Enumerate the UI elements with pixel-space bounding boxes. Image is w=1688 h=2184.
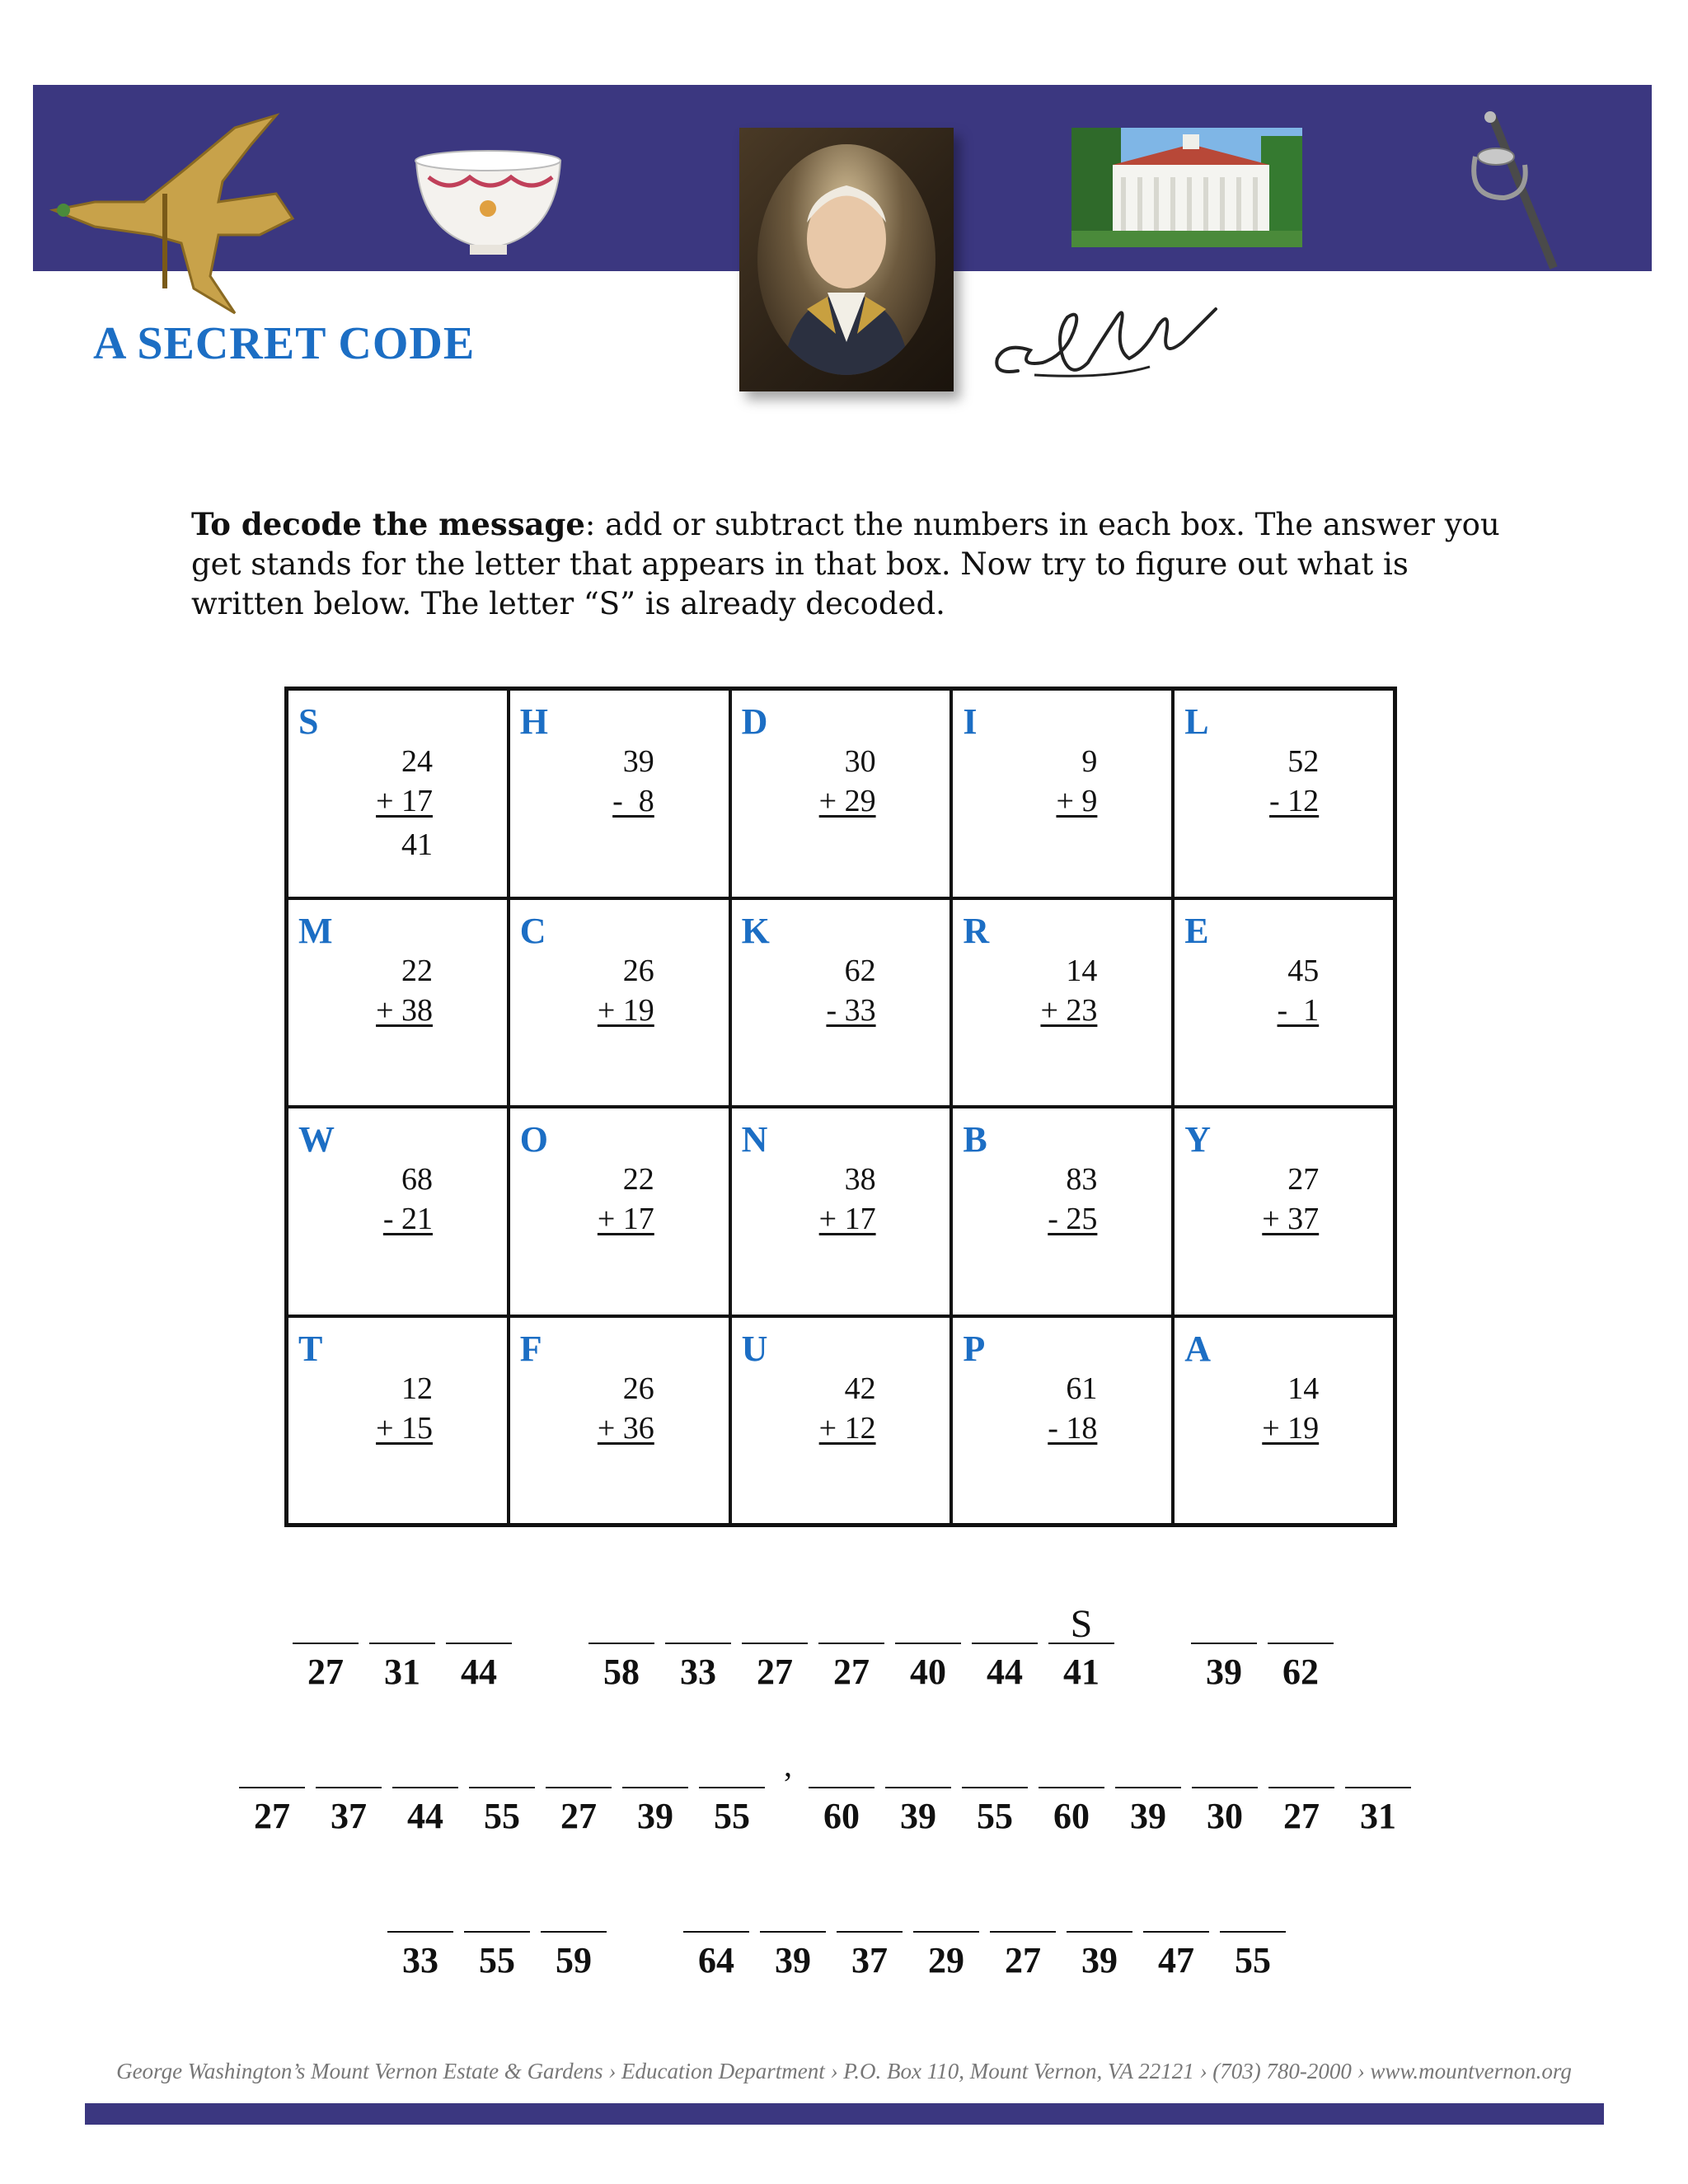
code-number: 39 — [1130, 1796, 1166, 1836]
answer-blank[interactable] — [1039, 1787, 1104, 1788]
code-number: 30 — [1207, 1796, 1243, 1836]
answer-slot[interactable] — [1039, 1739, 1104, 1846]
problem-bottom: + 23 — [1040, 992, 1098, 1028]
answer-slot[interactable] — [885, 1739, 951, 1846]
math-problem — [1253, 1160, 1319, 1239]
answer-slot[interactable] — [665, 1595, 731, 1702]
problem-top: 83 — [1066, 1162, 1098, 1197]
page-title: A SECRET CODE — [93, 318, 476, 369]
code-number: 60 — [1053, 1796, 1090, 1836]
code-box-a — [1173, 1316, 1395, 1526]
code-box-r — [951, 898, 1173, 1108]
code-box-n — [730, 1107, 952, 1316]
code-number: 31 — [384, 1652, 420, 1692]
code-number: 62 — [1282, 1652, 1319, 1692]
answer-slot[interactable] — [962, 1739, 1028, 1846]
code-letter: D — [741, 701, 768, 742]
puzzle-line-2 — [239, 1739, 1422, 1846]
answer-blank[interactable] — [446, 1643, 512, 1644]
footer-address: George Washington’s Mount Vernon Estate & Gardens › Education Department › P.O. Box 110, Mount Vernon, VA 22121 › (703) 780-2000 › www.mountvernon.org — [116, 2059, 1572, 2083]
answer-slot[interactable] — [546, 1739, 612, 1846]
code-grid — [284, 687, 1397, 1527]
problem-bottom: + 15 — [376, 1410, 433, 1446]
code-letter: F — [519, 1328, 542, 1369]
code-number: 37 — [851, 1940, 888, 1980]
math-problem — [588, 742, 654, 821]
problem-bottom: + 17 — [597, 1202, 654, 1236]
answer-slot[interactable] — [369, 1595, 435, 1702]
code-box-b — [951, 1107, 1173, 1316]
code-number: 40 — [910, 1652, 946, 1692]
problem-top: 62 — [844, 953, 876, 988]
code-number: 27 — [833, 1652, 870, 1692]
answer-slot[interactable] — [469, 1739, 535, 1846]
answer-blank[interactable] — [1345, 1787, 1411, 1788]
answer-slot[interactable] — [818, 1595, 884, 1702]
code-letter: B — [963, 1119, 987, 1160]
code-number: 55 — [1235, 1940, 1271, 1980]
answer-blank[interactable] — [665, 1643, 731, 1644]
sword-image — [1459, 107, 1574, 272]
code-number: 44 — [461, 1652, 497, 1692]
answer-slot[interactable] — [446, 1595, 512, 1702]
math-problem — [367, 1160, 433, 1239]
problem-bottom: + 19 — [597, 992, 654, 1028]
code-number: 27 — [560, 1796, 597, 1836]
answer-slot[interactable] — [972, 1595, 1038, 1702]
answer-blank[interactable] — [392, 1787, 458, 1788]
code-number: 58 — [603, 1652, 640, 1692]
math-problem — [1253, 1369, 1319, 1448]
code-number: 39 — [1081, 1940, 1118, 1980]
code-box-e — [1173, 898, 1395, 1108]
math-problem — [588, 1369, 654, 1448]
math-problem — [1031, 1369, 1097, 1448]
math-problem — [588, 1160, 654, 1239]
code-box-p — [951, 1316, 1173, 1526]
code-number: 27 — [1005, 1940, 1041, 1980]
gw-signature-image — [985, 293, 1220, 391]
code-number: 59 — [556, 1940, 592, 1980]
answer-blank[interactable] — [369, 1643, 435, 1644]
code-box-s — [287, 689, 509, 898]
porcelain-bowl-image — [412, 144, 565, 260]
problem-bottom: - 18 — [1048, 1410, 1098, 1446]
math-problem — [367, 1369, 433, 1448]
code-letter: Y — [1184, 1119, 1211, 1160]
answer-blank[interactable] — [464, 1931, 530, 1933]
answer-slot[interactable] — [541, 1883, 607, 1990]
code-letter: H — [519, 701, 549, 742]
answer-slot[interactable] — [809, 1739, 874, 1846]
instructions-bold: To decode the message — [191, 506, 585, 542]
answer-slot[interactable] — [895, 1595, 961, 1702]
code-number: 44 — [987, 1652, 1023, 1692]
answer-blank[interactable] — [239, 1787, 305, 1788]
problem-top: 68 — [401, 1162, 433, 1197]
answer-slot[interactable] — [990, 1883, 1056, 1990]
code-number: 55 — [977, 1796, 1013, 1836]
problem-bottom: + 19 — [1262, 1410, 1320, 1446]
problem-bottom: + 37 — [1262, 1202, 1320, 1236]
answer-blank[interactable] — [837, 1931, 903, 1933]
problem-bottom: - 21 — [382, 1202, 433, 1236]
code-number: 31 — [1360, 1796, 1396, 1836]
code-letter: L — [1184, 701, 1209, 742]
problem-bottom: + 17 — [818, 1202, 876, 1236]
answer-blank[interactable] — [962, 1787, 1028, 1788]
problem-top: 22 — [401, 953, 433, 988]
answer-slot[interactable] — [1143, 1883, 1209, 1990]
code-number: 64 — [698, 1940, 734, 1980]
math-problem — [367, 951, 433, 1030]
answer-blank[interactable] — [588, 1643, 654, 1644]
code-letter: R — [963, 910, 990, 951]
answer-slot[interactable] — [837, 1883, 903, 1990]
answer-blank[interactable] — [1268, 1643, 1334, 1644]
answer-slot[interactable] — [1191, 1595, 1257, 1702]
code-letter: I — [963, 701, 978, 742]
answer-blank[interactable] — [818, 1643, 884, 1644]
problem-top: 42 — [844, 1371, 876, 1406]
math-problem — [367, 742, 433, 821]
code-number: 33 — [402, 1940, 438, 1980]
problem-bottom: + 17 — [376, 784, 433, 818]
code-number: 39 — [900, 1796, 936, 1836]
code-box-l — [1173, 689, 1395, 898]
code-number: 44 — [407, 1796, 443, 1836]
mount-vernon-mansion-image — [1071, 128, 1302, 247]
problem-top: 52 — [1287, 744, 1320, 779]
code-box-h — [509, 689, 730, 898]
problem-top: 22 — [622, 1162, 654, 1197]
answer-slot[interactable] — [742, 1595, 808, 1702]
code-letter: K — [741, 910, 770, 951]
code-number: 27 — [307, 1652, 344, 1692]
math-problem — [1253, 951, 1319, 1030]
answer-slot[interactable] — [1345, 1739, 1411, 1846]
problem-top: 26 — [622, 953, 654, 988]
puzzle-line-1 — [293, 1595, 1344, 1702]
problem-bottom: + 29 — [818, 784, 876, 818]
answer-blank[interactable] — [1115, 1787, 1181, 1788]
code-number: 55 — [479, 1940, 515, 1980]
code-box-d — [730, 689, 952, 898]
problem-top: 38 — [844, 1162, 876, 1197]
instructions-rest: : add or subtract the numbers in each box. The answer you get stands for the letter that appears in that box. Now try to figure out what is written below. The letter “S” is already decoded. — [191, 507, 1500, 621]
answer-slot[interactable] — [239, 1739, 305, 1846]
answer-slot[interactable] — [760, 1883, 826, 1990]
code-number: 39 — [637, 1796, 673, 1836]
code-box-i — [951, 689, 1173, 898]
code-number: 55 — [484, 1796, 520, 1836]
answer-blank[interactable] — [469, 1787, 535, 1788]
math-problem — [1031, 1160, 1097, 1239]
code-number: 27 — [254, 1796, 290, 1836]
answer-blank[interactable] — [293, 1643, 359, 1644]
code-number: 27 — [757, 1652, 793, 1692]
answer-slot[interactable] — [392, 1739, 458, 1846]
math-problem — [1031, 951, 1097, 1030]
problem-bottom: - 25 — [1048, 1202, 1098, 1236]
problem-bottom: - 12 — [1269, 784, 1320, 818]
answer-blank[interactable] — [316, 1787, 382, 1788]
answer-slot[interactable] — [1268, 1595, 1334, 1702]
math-problem — [810, 1369, 876, 1448]
code-letter: W — [298, 1119, 335, 1160]
answer-blank[interactable] — [1268, 1787, 1334, 1788]
answer-slot[interactable] — [316, 1739, 382, 1846]
comma-mark: , — [784, 1746, 792, 1783]
answer-slot[interactable] — [387, 1883, 453, 1990]
answer-blank[interactable] — [913, 1931, 979, 1933]
problem-bottom: - 33 — [826, 992, 876, 1028]
answer-blank[interactable] — [809, 1787, 874, 1788]
answer-slot[interactable] — [588, 1595, 654, 1702]
code-number: 33 — [680, 1652, 716, 1692]
math-problem — [1253, 742, 1319, 821]
math-problem — [810, 742, 876, 821]
footer-bar — [85, 2103, 1604, 2125]
code-letter: M — [298, 910, 333, 951]
code-box-c — [509, 898, 730, 1108]
code-letter: P — [963, 1328, 986, 1369]
answer-blank[interactable] — [885, 1787, 951, 1788]
code-letter: S — [298, 701, 319, 742]
answer-blank[interactable] — [760, 1931, 826, 1933]
answer-blank[interactable] — [895, 1643, 961, 1644]
math-problem — [810, 951, 876, 1030]
puzzle-line-3 — [387, 1883, 1296, 1990]
code-box-w — [287, 1107, 509, 1316]
answer-slot[interactable] — [1220, 1883, 1286, 1990]
problem-top: 12 — [401, 1371, 433, 1406]
problem-top: 24 — [401, 744, 433, 779]
problem-bottom: + 12 — [818, 1410, 876, 1446]
problem-top: 26 — [622, 1371, 654, 1406]
code-number: 41 — [1063, 1652, 1100, 1692]
code-letter: E — [1184, 910, 1209, 951]
answer-slot[interactable] — [1268, 1739, 1334, 1846]
math-problem — [588, 951, 654, 1030]
answer-blank[interactable] — [972, 1643, 1038, 1644]
problem-bottom: - 8 — [612, 784, 654, 818]
math-problem — [810, 1160, 876, 1239]
answer-blank[interactable] — [546, 1787, 612, 1788]
answer-slot[interactable] — [1115, 1739, 1181, 1846]
code-letter: A — [1184, 1328, 1211, 1369]
answer-blank[interactable] — [742, 1643, 808, 1644]
answer-slot[interactable] — [293, 1595, 359, 1702]
answer-blank[interactable] — [622, 1787, 688, 1788]
problem-bottom: + 36 — [597, 1410, 654, 1446]
code-number: 29 — [928, 1940, 964, 1980]
problem-bottom: - 1 — [1277, 992, 1320, 1028]
problem-top: 27 — [1287, 1162, 1320, 1197]
answer-blank[interactable] — [990, 1931, 1056, 1933]
code-box-u — [730, 1316, 952, 1526]
answer-slot[interactable] — [699, 1739, 765, 1846]
answer-slot[interactable] — [913, 1883, 979, 1990]
answer-blank[interactable] — [1143, 1931, 1209, 1933]
code-letter: C — [519, 910, 546, 951]
problem-top: 30 — [844, 744, 876, 779]
code-box-f — [509, 1316, 730, 1526]
code-number: 27 — [1283, 1796, 1320, 1836]
code-box-k — [730, 898, 952, 1108]
answer-slot[interactable] — [622, 1739, 688, 1846]
eagle-weathervane-image — [45, 111, 326, 317]
code-number: 55 — [714, 1796, 750, 1836]
code-box-o — [509, 1107, 730, 1316]
math-problem — [1031, 742, 1097, 821]
answer-blank[interactable] — [1220, 1931, 1286, 1933]
problem-top: 9 — [1081, 744, 1098, 779]
problem-bottom: + 38 — [376, 992, 433, 1028]
washington-portrait-image — [739, 128, 954, 391]
code-number: 39 — [1206, 1652, 1242, 1692]
problem-answer: 41 — [401, 827, 433, 862]
code-letter: N — [741, 1119, 768, 1160]
problem-top: 14 — [1287, 1371, 1320, 1406]
answer-blank[interactable] — [683, 1931, 749, 1933]
answer-slot[interactable] — [683, 1883, 749, 1990]
code-letter: O — [519, 1119, 549, 1160]
answer-blank[interactable] — [1192, 1787, 1258, 1788]
instructions-text — [191, 504, 1510, 624]
decoded-letter: S — [1070, 1602, 1093, 1646]
answer-blank[interactable] — [387, 1931, 453, 1933]
code-number: 39 — [775, 1940, 811, 1980]
code-box-m — [287, 898, 509, 1108]
answer-blank[interactable] — [699, 1787, 765, 1788]
problem-top: 39 — [622, 744, 654, 779]
answer-slot[interactable] — [1067, 1883, 1132, 1990]
code-number: 37 — [331, 1796, 367, 1836]
problem-top: 45 — [1287, 953, 1320, 988]
problem-top: 61 — [1066, 1371, 1098, 1406]
answer-blank[interactable] — [541, 1931, 607, 1933]
problem-bottom: + 9 — [1056, 784, 1098, 818]
answer-blank[interactable] — [1191, 1643, 1257, 1644]
code-letter: U — [741, 1328, 768, 1369]
answer-blank[interactable] — [1067, 1931, 1132, 1933]
code-box-y — [1173, 1107, 1395, 1316]
code-box-t — [287, 1316, 509, 1526]
answer-slot[interactable] — [1192, 1739, 1258, 1846]
answer-slot[interactable] — [464, 1883, 530, 1990]
code-number: 60 — [823, 1796, 860, 1836]
answer-slot[interactable] — [1048, 1595, 1114, 1702]
code-letter: T — [298, 1328, 323, 1369]
code-number: 47 — [1158, 1940, 1194, 1980]
problem-top: 14 — [1066, 953, 1098, 988]
